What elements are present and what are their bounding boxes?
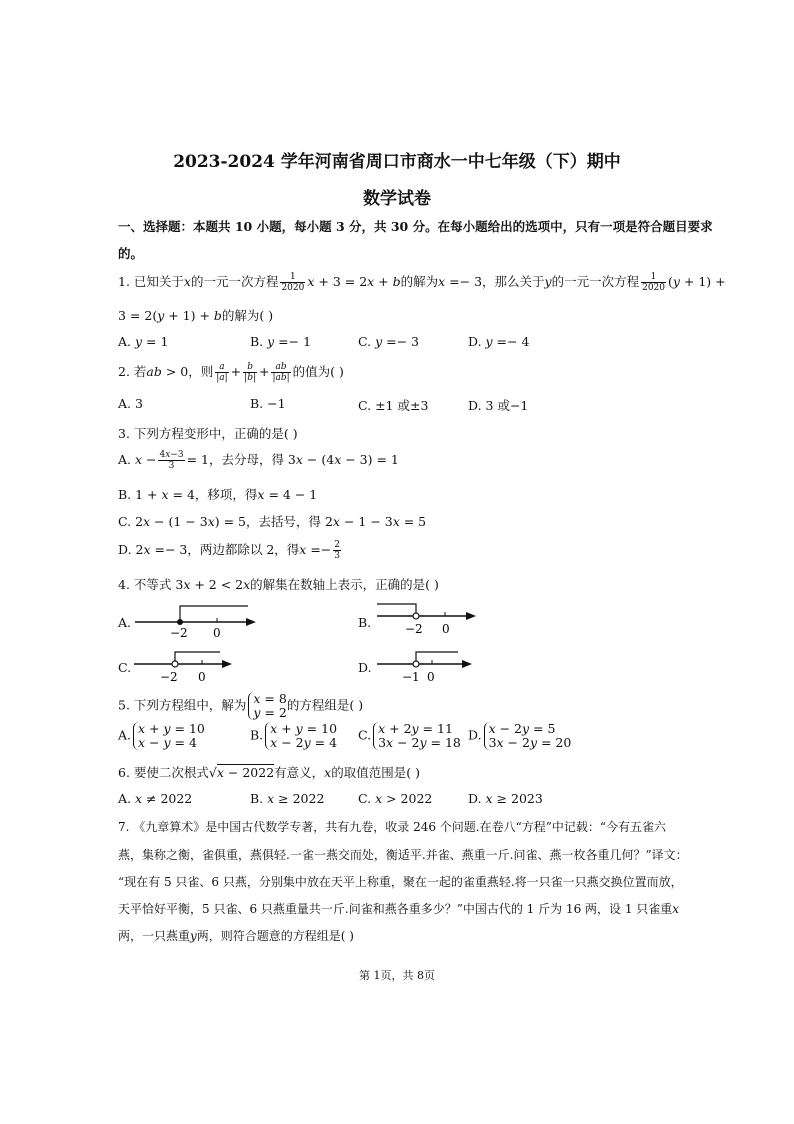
q5-b-label: B. bbox=[250, 727, 264, 743]
q3-option-c: C. 2𝑥 − (1 − 3𝑥) = 5，去括号，得 2𝑥 − 1 − 3𝑥 = 5 bbox=[118, 514, 427, 529]
q5-solution-system bbox=[248, 692, 286, 720]
q4-c-tick-2: 0 bbox=[198, 670, 206, 684]
q2-f1-num: 𝑎 bbox=[215, 362, 228, 373]
q1-option-a: A. 𝑦 = 1 bbox=[118, 334, 169, 349]
q5-a-eq2: 𝑥 − 𝑦 = 4 bbox=[138, 735, 197, 750]
q3-d-den: 3 bbox=[334, 551, 341, 561]
q1-option-b: B. 𝑦 =− 1 bbox=[250, 334, 312, 349]
q3-d-text: D. 2𝑥 =− 3，两边都除以 2，得𝑥 =− bbox=[118, 542, 332, 557]
q2-f2-num: 𝑏 bbox=[243, 362, 257, 373]
q2-option-d: D. 3 或−1 bbox=[468, 398, 529, 413]
q2-f3-num: 𝑎𝑏 bbox=[271, 362, 290, 373]
q5-d-system bbox=[484, 722, 572, 750]
q4-a-tick-2: 0 bbox=[213, 626, 221, 640]
q1-f2-den: 2020 bbox=[642, 283, 665, 293]
q3-option-a bbox=[118, 450, 399, 471]
question-7-line-2: 燕，集称之衡，雀俱重，燕俱轻.一雀一燕交而处，衡适平.并雀、燕重一斤.问雀、燕一枚各重几何？”译文： bbox=[118, 848, 688, 862]
question-5-stem bbox=[118, 692, 363, 720]
q5-sol-y: 𝑦 = 2 bbox=[253, 705, 287, 720]
q2-f3-den: |𝑎𝑏| bbox=[272, 373, 290, 383]
page-title: 2023-2024 学年河南省周口市商水一中七年级（下）期中 bbox=[173, 152, 621, 172]
q1-text-1: 1. 已知关于𝑥的一元一次方程 bbox=[118, 274, 279, 289]
q4-number-line-d bbox=[372, 646, 482, 688]
q2-option-b: B. −1 bbox=[250, 396, 286, 411]
radical-icon: √ bbox=[208, 765, 217, 780]
q1-fraction-2 bbox=[641, 272, 666, 293]
q6-text-2: 有意义，𝑥的取值范围是( ) bbox=[274, 765, 420, 780]
q5-sol-x: 𝑥 = 8 bbox=[253, 691, 287, 706]
question-7-line-4: 天平恰好平衡，5 只雀、6 只燕重量共一斤.问雀和燕各重多少？”中国古代的 1 斤为 16 两，设 1 只雀重𝑥 bbox=[118, 902, 680, 916]
q2-f2-den: |𝑏| bbox=[244, 373, 256, 383]
q1-text-2: 𝑥 + 3 = 2𝑥 + 𝑏的解为𝑥 =− 3，那么关于𝑦的一元一次方程 bbox=[307, 274, 640, 289]
question-3-stem: 3. 下列方程变形中，正确的是( ) bbox=[118, 426, 298, 441]
q4-b-tick-1: −2 bbox=[405, 622, 423, 636]
question-2-stem bbox=[118, 362, 344, 383]
q2-fraction-1 bbox=[215, 362, 228, 383]
q5-c-eq1: 𝑥 + 2𝑦 = 11 bbox=[378, 721, 453, 736]
q6-option-d: D. 𝑥 ≥ 2023 bbox=[468, 791, 543, 806]
q4-number-line-a bbox=[130, 598, 265, 640]
q6-option-b: B. 𝑥 ≥ 2022 bbox=[250, 791, 325, 806]
q3-d-fraction bbox=[333, 540, 341, 561]
q5-c-system bbox=[373, 722, 461, 750]
section-heading: 一、选择题：本题共 10 小题，每小题 3 分，共 30 分。在每小题给出的选项中，只有一项是符合题目要求 bbox=[118, 219, 713, 234]
q2-f1-den: |𝑎| bbox=[216, 373, 228, 383]
q5-option-a bbox=[118, 722, 205, 750]
q4-number-line-c bbox=[132, 646, 242, 688]
q4-c-tick-1: −2 bbox=[160, 670, 178, 684]
q5-text-2: 的方程组是( ) bbox=[286, 697, 364, 713]
q6-text-1: 6. 要使二次根式 bbox=[118, 765, 209, 780]
q5-b-eq2: 𝑥 − 2𝑦 = 4 bbox=[270, 735, 338, 750]
q5-d-eq2: 3𝑥 − 2𝑦 = 20 bbox=[488, 735, 572, 750]
q2-option-c: C. ±1 或±3 bbox=[358, 398, 429, 413]
q1-text-3: (𝑦 + 1) + bbox=[668, 274, 726, 289]
q1-option-d: D. 𝑦 =− 4 bbox=[468, 334, 530, 349]
q3-option-d bbox=[118, 540, 343, 561]
q5-a-label: A. bbox=[118, 727, 132, 743]
q5-text-1: 5. 下列方程组中，解为 bbox=[118, 697, 247, 713]
q2-fraction-3 bbox=[271, 362, 290, 383]
q5-a-system bbox=[133, 722, 205, 750]
q5-c-eq2: 3𝑥 − 2𝑦 = 18 bbox=[378, 735, 461, 750]
question-6-stem bbox=[118, 763, 420, 781]
question-4-stem: 4. 不等式 3𝑥 + 2 < 2𝑥的解集在数轴上表示，正确的是( ) bbox=[118, 577, 439, 592]
q3-a-num: 4𝑥−3 bbox=[159, 450, 184, 460]
section-heading-cont: 的。 bbox=[118, 246, 144, 261]
question-7-line-5: 两，一只燕重𝑦两，则符合题意的方程组是( ) bbox=[118, 929, 354, 943]
q1-fraction-1 bbox=[280, 272, 305, 293]
q1-f2-num: 1 bbox=[641, 272, 666, 283]
q5-a-eq1: 𝑥 + 𝑦 = 10 bbox=[138, 721, 205, 736]
q3-a-den: 3 bbox=[168, 461, 175, 471]
question-1-stem-cont: 3 = 2(𝑦 + 1) + 𝑏的解为( ) bbox=[118, 308, 274, 323]
q5-d-label: D. bbox=[468, 727, 482, 743]
q5-c-label: C. bbox=[358, 727, 372, 743]
q4-option-c-label: C. bbox=[118, 660, 132, 675]
q4-a-tick-1: −2 bbox=[170, 626, 188, 640]
q2-text-1: 2. 若𝑎𝑏 > 0，则 bbox=[118, 364, 214, 379]
q1-f1-den: 2020 bbox=[281, 283, 305, 293]
q4-d-tick-2: 0 bbox=[427, 670, 435, 684]
question-1-stem bbox=[118, 272, 726, 293]
q6-option-a: A. 𝑥 ≠ 2022 bbox=[118, 791, 193, 806]
q5-option-c bbox=[358, 722, 461, 750]
q4-option-b-label: B. bbox=[358, 615, 372, 630]
q2-fraction-2 bbox=[243, 362, 257, 383]
q5-d-eq1: 𝑥 − 2𝑦 = 5 bbox=[488, 721, 556, 736]
q2-option-a: A. 3 bbox=[118, 396, 143, 411]
q3-a-text-2: = 1，去分母，得 3𝑥 − (4𝑥 − 3) = 1 bbox=[186, 452, 399, 467]
q5-b-system bbox=[265, 722, 337, 750]
q5-option-d bbox=[468, 722, 571, 750]
q3-option-b: B. 1 + 𝑥 = 4，移项，得𝑥 = 4 − 1 bbox=[118, 487, 318, 502]
q4-d-tick-1: −1 bbox=[402, 670, 420, 684]
q1-f1-num: 1 bbox=[280, 272, 305, 283]
q6-radicand: 𝑥 − 2022 bbox=[216, 765, 275, 780]
q4-option-d-label: D. bbox=[358, 660, 372, 675]
q5-option-b bbox=[250, 722, 337, 750]
q3-a-fraction bbox=[158, 450, 184, 471]
q4-b-tick-2: 0 bbox=[442, 622, 450, 636]
q2-text-2: 的值为( ) bbox=[292, 364, 344, 379]
page-footer: 第 1页，共 8页 bbox=[359, 969, 435, 982]
question-7-line-1: 7. 《九章算术》是中国古代数学专著，共有九卷，收录 246 个问题.在卷八“方程”中记载：“今有五雀六 bbox=[118, 820, 667, 834]
q5-b-eq1: 𝑥 + 𝑦 = 10 bbox=[270, 721, 338, 736]
q3-a-text-1: A. 𝑥 − bbox=[118, 452, 157, 467]
q2-plus-2: + bbox=[258, 364, 270, 379]
q1-option-c: C. 𝑦 =− 3 bbox=[358, 334, 419, 349]
q6-option-c: C. 𝑥 > 2022 bbox=[358, 791, 433, 806]
q4-option-a-label: A. bbox=[118, 615, 132, 630]
q2-plus-1: + bbox=[230, 364, 242, 379]
question-7-line-3: “现在有 5 只雀、6 只燕，分别集中放在天平上称重，聚在一起的雀重燕轻.将一只雀一只燕交换位置而放， bbox=[118, 875, 683, 889]
q4-number-line-b bbox=[372, 598, 482, 640]
page-subtitle: 数学试卷 bbox=[363, 189, 431, 209]
q3-d-num: 2 bbox=[334, 540, 341, 550]
